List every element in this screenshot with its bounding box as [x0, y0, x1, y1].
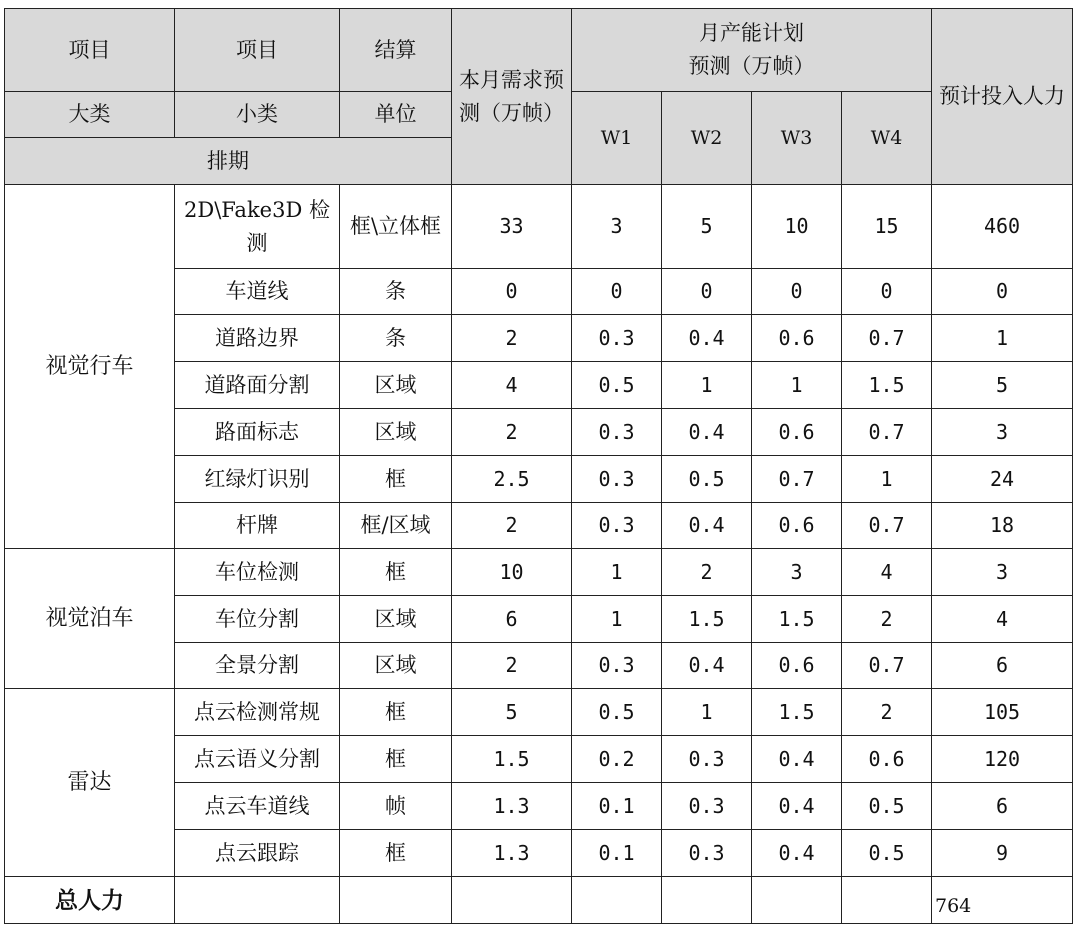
- cell-week-4: 1.5: [842, 362, 932, 409]
- cell-item: 杆牌: [175, 503, 340, 549]
- cell-demand: 6: [452, 596, 572, 643]
- cell-week-2: 0.4: [662, 315, 752, 362]
- cell-week-3: 0.7: [752, 456, 842, 503]
- cell-week-2: 1: [662, 689, 752, 736]
- cell-week-2: 2: [662, 549, 752, 596]
- cell-demand: 4: [452, 362, 572, 409]
- empty-cell: [662, 877, 752, 924]
- cell-week-3: 1.5: [752, 596, 842, 643]
- cell-week-4: 15: [842, 185, 932, 269]
- cell-week-4: 0.7: [842, 409, 932, 456]
- cell-week-4: 0.5: [842, 783, 932, 830]
- cell-week-1: 0.3: [572, 503, 662, 549]
- cell-item: 点云跟踪: [175, 830, 340, 877]
- cell-week-1: 0.3: [572, 643, 662, 689]
- cell-item: 点云车道线: [175, 783, 340, 830]
- cell-manpower: 105: [932, 689, 1073, 736]
- total-label: 总人力: [5, 877, 175, 924]
- cell-week-2: 0.4: [662, 409, 752, 456]
- cell-week-3: 0.4: [752, 736, 842, 783]
- empty-cell: [340, 877, 452, 924]
- cell-item: 路面标志: [175, 409, 340, 456]
- cell-unit: 区域: [340, 362, 452, 409]
- cell-week-4: 0.7: [842, 315, 932, 362]
- cell-week-4: 0.6: [842, 736, 932, 783]
- cell-week-3: 1: [752, 362, 842, 409]
- cell-week-2: 0.3: [662, 736, 752, 783]
- cell-week-1: 1: [572, 549, 662, 596]
- cell-week-2: 0.3: [662, 830, 752, 877]
- cell-demand: 2: [452, 643, 572, 689]
- cell-manpower: 18: [932, 503, 1073, 549]
- cell-week-4: 0.7: [842, 643, 932, 689]
- table-row: [5, 689, 1073, 736]
- header-capacity-line2: 预测（万帧）: [688, 54, 815, 78]
- cell-manpower: 460: [932, 185, 1073, 269]
- header-manpower: 预计投入人力: [932, 9, 1073, 185]
- empty-cell: [752, 877, 842, 924]
- header-item-subcategory-top: 项目: [175, 9, 340, 92]
- header-week-2: W2: [662, 92, 752, 185]
- cell-manpower: 6: [932, 643, 1073, 689]
- cell-week-3: 0.6: [752, 643, 842, 689]
- cell-unit: 区域: [340, 596, 452, 643]
- cell-manpower: 120: [932, 736, 1073, 783]
- cell-demand: 0: [452, 269, 572, 315]
- cell-demand: 5: [452, 689, 572, 736]
- header-capacity-plan: [572, 9, 932, 92]
- cell-week-3: 0.6: [752, 409, 842, 456]
- cell-item: 红绿灯识别: [175, 456, 340, 503]
- cell-week-3: 0.6: [752, 503, 842, 549]
- category-cell: 视觉行车: [5, 185, 175, 549]
- cell-week-3: 10: [752, 185, 842, 269]
- cell-unit: 帧: [340, 783, 452, 830]
- cell-week-1: 0.3: [572, 409, 662, 456]
- cell-week-2: 0.4: [662, 643, 752, 689]
- cell-week-3: 1.5: [752, 689, 842, 736]
- cell-week-3: 0.4: [752, 783, 842, 830]
- cell-item: 车道线: [175, 269, 340, 315]
- cell-week-1: 0.1: [572, 783, 662, 830]
- cell-week-2: 5: [662, 185, 752, 269]
- cell-item: 全景分割: [175, 643, 340, 689]
- cell-manpower: 3: [932, 549, 1073, 596]
- cell-week-1: 0.5: [572, 689, 662, 736]
- cell-unit: 框: [340, 736, 452, 783]
- table-row: [5, 549, 1073, 596]
- cell-manpower: 3: [932, 409, 1073, 456]
- cell-item: 点云检测常规: [175, 689, 340, 736]
- cell-week-1: 0.1: [572, 830, 662, 877]
- cell-unit: 条: [340, 315, 452, 362]
- cell-unit: 框: [340, 456, 452, 503]
- cell-week-1: 0.5: [572, 362, 662, 409]
- total-value: 764: [932, 877, 1073, 924]
- cell-week-4: 1: [842, 456, 932, 503]
- cell-manpower: 9: [932, 830, 1073, 877]
- cell-week-1: 0.3: [572, 456, 662, 503]
- cell-manpower: 1: [932, 315, 1073, 362]
- cell-week-4: 0: [842, 269, 932, 315]
- capacity-plan-table: [4, 8, 1073, 924]
- cell-manpower: 24: [932, 456, 1073, 503]
- header-item-category-top: 项目: [5, 9, 175, 92]
- empty-cell: [452, 877, 572, 924]
- cell-week-2: 1.5: [662, 596, 752, 643]
- empty-cell: [842, 877, 932, 924]
- cell-demand: 1.5: [452, 736, 572, 783]
- header-demand-forecast: 本月需求预测（万帧）: [452, 9, 572, 185]
- cell-manpower: 0: [932, 269, 1073, 315]
- cell-week-3: 3: [752, 549, 842, 596]
- cell-week-3: 0.6: [752, 315, 842, 362]
- header-week-3: W3: [752, 92, 842, 185]
- total-row: [5, 877, 1073, 924]
- cell-manpower: 4: [932, 596, 1073, 643]
- cell-week-3: 0.4: [752, 830, 842, 877]
- cell-demand: 33: [452, 185, 572, 269]
- header-subcategory: 小类: [175, 92, 340, 138]
- header-category: 大类: [5, 92, 175, 138]
- cell-item: 道路边界: [175, 315, 340, 362]
- empty-cell: [175, 877, 340, 924]
- cell-week-2: 0.3: [662, 783, 752, 830]
- cell-unit: 框: [340, 549, 452, 596]
- cell-demand: 2.5: [452, 456, 572, 503]
- header-capacity-line1: 月产能计划: [699, 21, 804, 45]
- cell-unit: 区域: [340, 409, 452, 456]
- header-unit: 单位: [340, 92, 452, 138]
- cell-unit: 框\立体框: [340, 185, 452, 269]
- cell-demand: 1.3: [452, 783, 572, 830]
- cell-item: 道路面分割: [175, 362, 340, 409]
- cell-item: 2D\Fake3D 检测: [175, 185, 340, 269]
- cell-week-1: 0.3: [572, 315, 662, 362]
- empty-cell: [572, 877, 662, 924]
- cell-week-3: 0: [752, 269, 842, 315]
- cell-demand: 2: [452, 503, 572, 549]
- header-settlement-top: 结算: [340, 9, 452, 92]
- table-row: [5, 185, 1073, 269]
- cell-demand: 10: [452, 549, 572, 596]
- cell-week-2: 0.5: [662, 456, 752, 503]
- cell-demand: 2: [452, 409, 572, 456]
- header-week-1: W1: [572, 92, 662, 185]
- cell-unit: 条: [340, 269, 452, 315]
- cell-week-2: 1: [662, 362, 752, 409]
- cell-manpower: 6: [932, 783, 1073, 830]
- cell-week-2: 0.4: [662, 503, 752, 549]
- cell-week-4: 0.5: [842, 830, 932, 877]
- cell-week-4: 4: [842, 549, 932, 596]
- cell-week-4: 2: [842, 596, 932, 643]
- cell-unit: 框: [340, 689, 452, 736]
- cell-item: 车位检测: [175, 549, 340, 596]
- cell-manpower: 5: [932, 362, 1073, 409]
- cell-item: 车位分割: [175, 596, 340, 643]
- cell-unit: 框: [340, 830, 452, 877]
- cell-item: 点云语义分割: [175, 736, 340, 783]
- category-cell: 雷达: [5, 689, 175, 877]
- cell-week-4: 0.7: [842, 503, 932, 549]
- cell-demand: 2: [452, 315, 572, 362]
- cell-demand: 1.3: [452, 830, 572, 877]
- cell-week-2: 0: [662, 269, 752, 315]
- cell-week-1: 1: [572, 596, 662, 643]
- category-cell: 视觉泊车: [5, 549, 175, 689]
- cell-week-1: 0: [572, 269, 662, 315]
- header-week-4: W4: [842, 92, 932, 185]
- header-schedule: 排期: [5, 138, 452, 185]
- cell-week-1: 3: [572, 185, 662, 269]
- cell-week-1: 0.2: [572, 736, 662, 783]
- cell-unit: 框/区域: [340, 503, 452, 549]
- cell-unit: 区域: [340, 643, 452, 689]
- cell-week-4: 2: [842, 689, 932, 736]
